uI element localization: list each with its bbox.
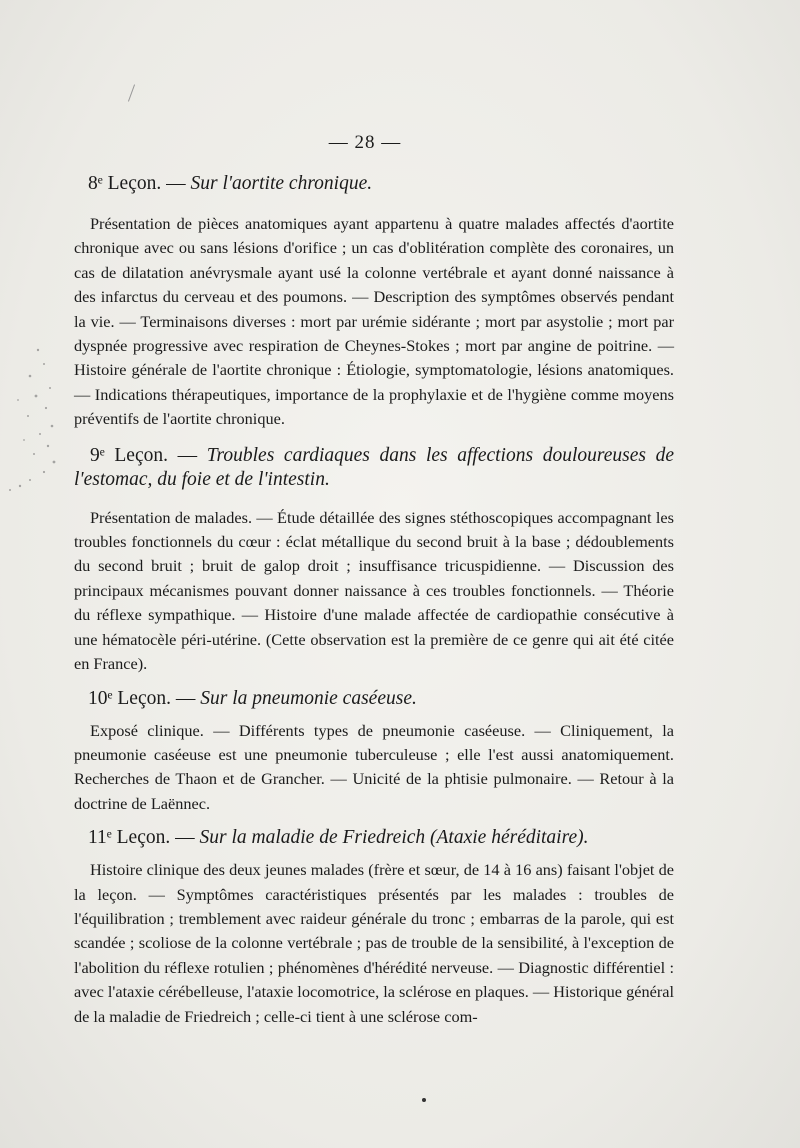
bleed-through-speckle — [0, 330, 60, 500]
page-content — [74, 172, 674, 1029]
lesson-9 — [74, 444, 674, 677]
lesson-body: Histoire clinique des deux jeunes malades (frère et sœur, de 14 à 16 ans) faisant l'objet de la leçon. — Symptômes caractéristiques présentés par les malades : troubles de l'équilibration ; tremblement avec raideur générale du tronc ; embarras de la parole, qui est scandée ; scoliose de la colonne vertébrale ; pas de trouble de la sensibilité, à l'exception de l'abolition du réflexe rotulien ; phénomènes d'hérédité nerveuse. — Diagnostic différentiel : avec l'ataxie cérébelleuse, l'ataxie locomotrice, la sclérose en plaques. — Historique général de la maladie de Friedreich ; celle-ci tient à une sclérose com- — [74, 860, 674, 1026]
lesson-number: 9ᵉ Leçon. — — [90, 444, 198, 466]
lesson-heading — [88, 172, 674, 196]
lesson-heading — [88, 826, 674, 850]
lesson-10 — [74, 687, 674, 817]
lesson-body: Présentation de pièces anatomiques ayant appartenu à quatre malades affectés d'aortite chronique avec ou sans lésions d'orifice ; un cas d'oblitération complète des coronaires, un cas de dilatation anévrysmale ayant usé la colonne vertébrale et ayant donné naissance à des infarctus du cerveau et des poumons. — Description des symptômes observés pendant la vie. — Terminaisons diverses : mort par urémie sidérante ; mort par asystolie ; mort par dyspnée progressive avec respiration de Cheynes-Stokes ; mort par angine de poitrine. — Histoire générale de l'aortite chronique : Étiologie, symptomatologie, lésions anatomiques. — Indications thérapeutiques, importance de la prophylaxie et de l'hygiène comme moyens préventifs de l'aortite chronique. — [74, 214, 674, 429]
lesson-number: 10ᵉ Leçon. — — [88, 687, 196, 709]
lesson-body: Exposé clinique. — Différents types de pneumonie caséeuse. — Cliniquement, la pneumonie caséeuse est une pneumonie tuberculeuse ; elle l'est aussi anatomiquement. Recherches de Thaon et de Grancher. — Unicité de la phtisie pulmonaire. — Retour à la doctrine de Laënnec. — [74, 720, 674, 813]
lesson-title: Sur la pneumonie caséeuse. — [200, 687, 417, 709]
lesson-heading — [88, 687, 674, 711]
lesson-title: Sur l'aortite chronique. — [190, 173, 373, 194]
ink-dot — [422, 1098, 426, 1102]
lesson-8 — [74, 172, 674, 432]
lesson-11 — [74, 826, 674, 1029]
lesson-body: Présentation de malades. — Étude détaillée des signes stéthoscopiques accompagnant les troubles fonctionnels du cœur : éclat métallique du second bruit à la base ; dédoublements du second bruit ; bruit de galop droit ; insuffisance tricuspidienne. — Discussion des principaux mécanismes pouvant donner naissance à ces troubles fonctionnels. — Théorie du réflexe sympathique. — Histoire d'une malade affectée de cardiopathie consécutive à une hématocèle péri-utérine. (Cette observation est la première de ce genre qui ait été citée en France). — [74, 507, 674, 674]
page-number: — 28 — — [328, 132, 402, 153]
lesson-number: 11ᵉ Leçon. — — [88, 827, 195, 849]
lesson-title: Troubles cardiaques dans les affections douloureuses de l'estomac, du foie et de l'intestin. — [74, 444, 674, 490]
lesson-title: Sur la maladie de Friedreich (Ataxie héréditaire). — [199, 827, 589, 849]
lesson-number: 8ᵉ Leçon. — — [88, 173, 186, 194]
lesson-heading — [74, 444, 674, 492]
